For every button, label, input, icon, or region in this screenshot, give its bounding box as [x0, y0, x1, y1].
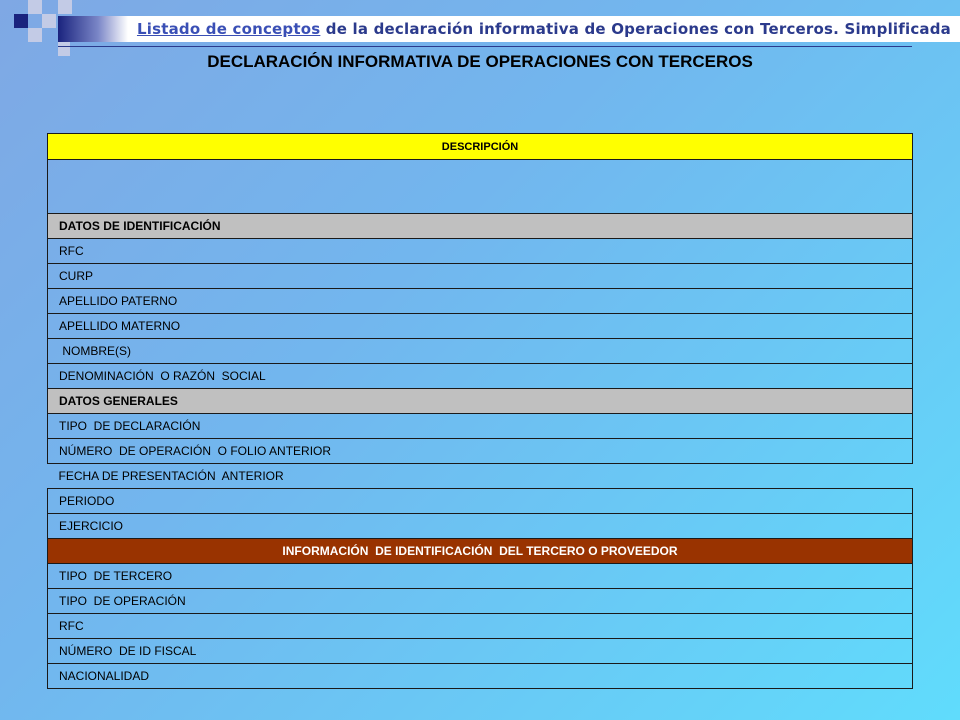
header-title — [137, 20, 951, 38]
section-row — [48, 214, 913, 239]
table-header-cell: DESCRIPCIÓN — [48, 134, 913, 160]
concept-cell: APELLIDO PATERNO — [48, 289, 913, 314]
concept-cell: FECHA DE PRESENTACIÓN ANTERIOR — [58, 469, 284, 483]
concept-cell: APELLIDO MATERNO — [48, 314, 913, 339]
header-title-rest: de la declaración informativa de Operaciones con Terceros. Simplificada — [320, 20, 951, 38]
concept-cell: TIPO DE OPERACIÓN — [48, 589, 913, 614]
concepts-list-link[interactable]: Listado de conceptos — [136, 20, 321, 38]
concept-cell: PERIODO — [48, 489, 913, 514]
table-row — [48, 514, 913, 539]
concept-cell: CURP — [48, 264, 913, 289]
table-row — [48, 589, 913, 614]
concept-cell: NACIONALIDAD — [48, 664, 913, 689]
table-blank-row — [48, 160, 913, 214]
concept-cell: DATOS DE IDENTIFICACIÓN — [48, 214, 913, 239]
concept-cell: DENOMINACIÓN O RAZÓN SOCIAL — [48, 364, 913, 389]
section-row — [48, 389, 913, 414]
page-title: DECLARACIÓN INFORMATIVA DE OPERACIONES CON TERCEROS — [207, 52, 753, 71]
table-blank-cell — [48, 160, 913, 214]
table-row — [48, 364, 913, 389]
concept-cell: RFC — [48, 239, 913, 264]
table-row — [48, 489, 913, 514]
header-bar — [58, 16, 960, 42]
table-header-row — [48, 134, 913, 160]
concept-cell: DATOS GENERALES — [48, 389, 913, 414]
decor-square-light-2 — [42, 14, 56, 28]
concept-cell: NÚMERO DE ID FISCAL — [48, 639, 913, 664]
table-row — [48, 414, 913, 439]
table-row — [48, 289, 913, 314]
decor-square-navy-1 — [14, 14, 28, 28]
concept-cell: NÚMERO DE OPERACIÓN O FOLIO ANTERIOR — [48, 439, 913, 464]
concept-cell: EJERCICIO — [48, 514, 913, 539]
decor-square-light-4 — [58, 0, 72, 14]
header-divider — [58, 46, 912, 47]
table-row — [48, 264, 913, 289]
concept-cell: INFORMACIÓN DE IDENTIFICACIÓN DEL TERCERO O PROVEEDOR — [48, 539, 913, 564]
table-row — [48, 439, 913, 464]
table-row — [48, 614, 913, 639]
decor-square-light-1 — [28, 0, 42, 14]
concept-cell: TIPO DE DECLARACIÓN — [48, 414, 913, 439]
table-row — [48, 664, 913, 689]
concept-cell: TIPO DE TERCERO — [48, 564, 913, 589]
table-row — [48, 339, 913, 364]
table-row — [48, 564, 913, 589]
table-row — [48, 239, 913, 264]
concept-cell: RFC — [48, 614, 913, 639]
concept-cell: NOMBRE(S) — [48, 339, 913, 364]
decor-square-light-3 — [28, 28, 42, 42]
table-row — [48, 464, 913, 489]
concepts-table — [47, 133, 913, 689]
table-row — [48, 639, 913, 664]
section-row — [48, 539, 913, 564]
table-row — [48, 314, 913, 339]
